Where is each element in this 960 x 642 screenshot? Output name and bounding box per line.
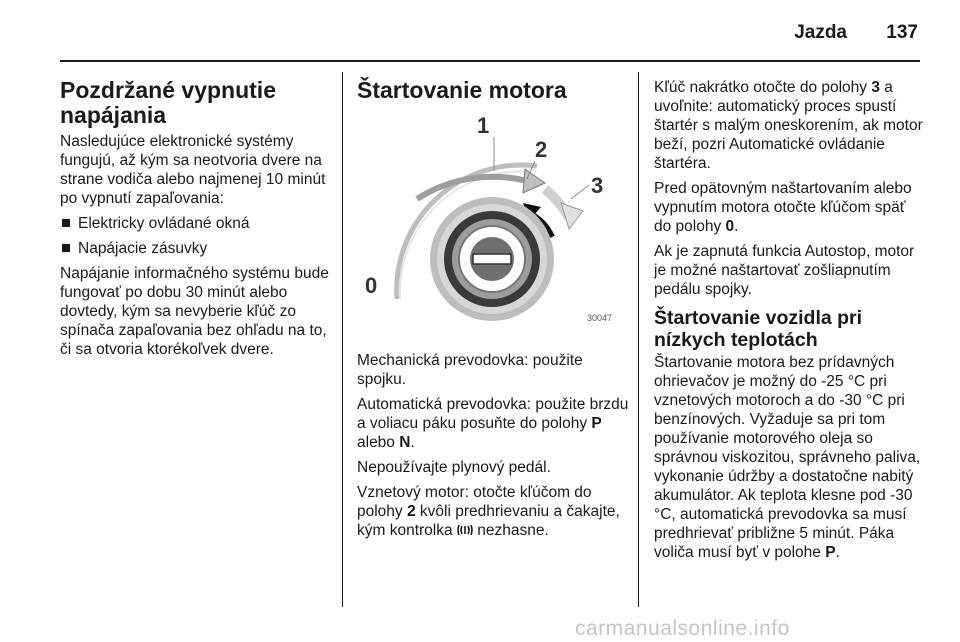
paragraph-no-pedal: Nepoužívajte plynový pedál. [357, 459, 551, 476]
column-1 [60, 74, 332, 365]
position-label-0: 0 [365, 273, 378, 298]
page-section-title: Jazda [794, 22, 847, 43]
section-heading-cold-start: Štartovanie vozidla pri nízkych teplotách [654, 307, 863, 351]
paragraph-cold-start: Štartovanie motora bez prídavných ohrievačov je možný do -25 °C pri vznetových motoroch a do -30 °C pri benzínových. Vyžaduje sa pri tom používanie motorového oleja so správnou viskozitou, správneho paliva, vykonanie údržby a dostatočne nabitý akumulátor. Ak teplota klesne pod -30 °C, automatická prevodovka sa musí predhrievať približne 5 minút. Páka voliča musí byť v polohe P. [654, 354, 921, 561]
column-divider-2 [638, 72, 639, 607]
page-header [0, 0, 960, 60]
paragraph-infotainment: Napájanie informačného systému bude fungovať po dobu 30 minút alebo dovtedy, kým sa nevyberie kľúč zo spínača zapaľovania bez ohľadu na to, či sa otvoria ktorékoľvek dvere. [60, 265, 329, 358]
paragraph-intro: Nasledujúce elektronické systémy fungujú, až kým sa neotvoria dvere na strane vodiča alebo najmenej 10 minút po vypnutí zapaľovania: [60, 133, 326, 207]
paragraph-position-3: Kľúč nakrátko otočte do polohy 3 a uvoľnite: automatický proces spustí štartér s malým oneskorením, ak motor beží, pozri Automatické ovládanie štartéra. [654, 79, 923, 172]
figure-code: 30047 [587, 313, 613, 323]
watermark-text: carmanualsonline.info [575, 617, 790, 640]
bullet-list [60, 214, 332, 258]
paragraph-autostop: Ak je zapnutá funkcia Autostop, motor je možné naštartovať zošliapnutím pedálu spojky. [654, 243, 915, 298]
section-heading-delayed-power-off: Pozdržané vypnutie napájania [60, 77, 276, 128]
header-divider [60, 60, 920, 62]
page-number: 137 [886, 22, 918, 43]
position-label-1: 1 [477, 113, 490, 138]
paragraph-diesel: Vznetový motor: otočte kľúčom do polohy 2 kvôli predhrievaniu a čakajte, kým kontrolka nezhasne. [357, 484, 620, 539]
column-2 [357, 74, 629, 546]
position-label-2: 2 [535, 137, 548, 162]
paragraph-automatic: Automatická prevodovka: použite brzdu a voliacu páku posuňte do polohy P alebo N. [357, 396, 629, 451]
paragraph-manual: Mechanická prevodovka: použite spojku. [357, 352, 583, 388]
bullet-square-icon [62, 244, 70, 252]
column-3 [654, 78, 924, 568]
ignition-switch-figure [357, 109, 627, 329]
glow-plug-icon [457, 523, 473, 537]
position-label-3: 3 [591, 173, 604, 198]
section-heading-engine-start: Štartovanie motora [357, 77, 567, 103]
ignition-switch-illustration [357, 109, 627, 329]
bullet-square-icon [62, 219, 70, 227]
paragraph-position-0: Pred opätovným naštartovaním alebo vypnutím motora otočte kľúčom späť do polohy 0. [654, 180, 912, 235]
list-item: Napájacie zásuvky [60, 239, 332, 258]
column-divider-1 [342, 72, 343, 607]
list-item: Elektricky ovládané okná [60, 214, 332, 233]
